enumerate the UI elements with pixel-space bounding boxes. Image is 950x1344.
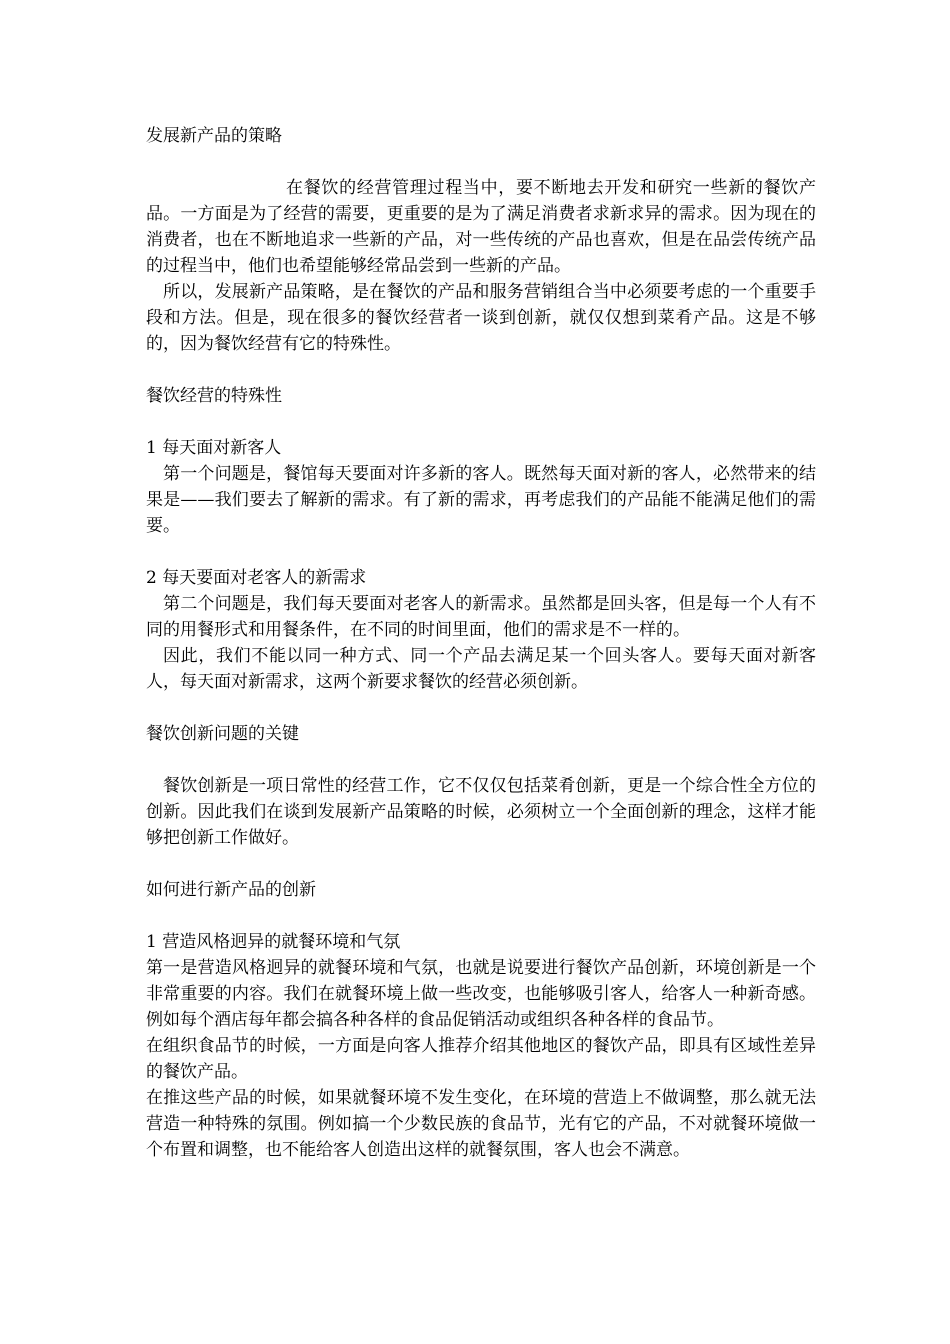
- spacer: [146, 409, 816, 435]
- section-title: 餐饮创新问题的关键: [146, 724, 299, 744]
- spacer: [146, 149, 816, 175]
- paragraph: 在推这些产品的时候，如果就餐环境不发生变化，在环境的营造上不做调整，那么就无法营造一种特殊的氛围。例如搞一个少数民族的食品节，光有它的产品，不对就餐环境做一个布置和调整，也不能给客人创造出这样的就餐氛围，客人也会不满意。: [146, 1088, 816, 1160]
- paragraph: 第一是营造风格迥异的就餐环境和气氛，也就是说要进行餐饮产品创新，环境创新是一个非常重要的内容。我们在就餐环境上做一些改变，也能够吸引客人，给客人一种新奇感。例如每个酒店每年都会搞各种各样的食品促销活动或组织各种各样的食品节。: [146, 958, 816, 1030]
- spacer: [146, 851, 816, 877]
- section-title: 如何进行新产品的创新: [146, 880, 316, 900]
- section-title: 发展新产品的策略: [146, 126, 282, 146]
- subsection-title: 2 每天要面对老客人的新需求: [146, 568, 367, 588]
- paragraph: 餐饮创新是一项日常性的经营工作，它不仅仅包括菜肴创新，更是一个综合性全方位的创新。因此我们在谈到发展新产品策略的时候，必须树立一个全面创新的理念，这样才能够把创新工作做好。: [146, 776, 816, 848]
- subsection-title: 1 营造风格迥异的就餐环境和气氛: [146, 932, 401, 952]
- paragraph: 因此，我们不能以同一种方式、同一个产品去满足某一个回头客人。要每天面对新客人，每天面对新需求，这两个新要求餐饮的经营必须创新。: [146, 646, 816, 692]
- subsection-title: 1 每天面对新客人: [146, 438, 282, 458]
- paragraph: 在组织食品节的时候，一方面是向客人推荐介绍其他地区的餐饮产品，即具有区域性差异的餐饮产品。: [146, 1036, 816, 1082]
- spacer: [146, 357, 816, 383]
- paragraph: 所以，发展新产品策略，是在餐饮的产品和服务营销组合当中必须要考虑的一个重要手段和方法。但是，现在很多的餐饮经营者一谈到创新，就仅仅想到菜肴产品。这是不够的，因为餐饮经营有它的特殊性。: [146, 282, 816, 354]
- spacer: [146, 539, 816, 565]
- paragraph: 第二个问题是，我们每天要面对老客人的新需求。虽然都是回头客，但是每一个人有不同的用餐形式和用餐条件，在不同的时间里面，他们的需求是不一样的。: [146, 594, 816, 640]
- section-title: 餐饮经营的特殊性: [146, 386, 282, 406]
- paragraph: 在餐饮的经营管理过程当中，要不断地去开发和研究一些新的餐饮产品。一方面是为了经营的需要，更重要的是为了满足消费者求新求异的需求。因为现在的消费者，也在不断地追求一些新的产品，对一些传统的产品也喜欢，但是在品尝传统产品的过程当中，他们也希望能够经常品尝到一些新的产品。: [146, 178, 816, 276]
- document-body: [146, 123, 816, 1163]
- spacer: [146, 747, 816, 773]
- paragraph: 第一个问题是，餐馆每天要面对许多新的客人。既然每天面对新的客人，必然带来的结果是——我们要去了解新的需求。有了新的需求，再考虑我们的产品能不能满足他们的需要。: [146, 464, 816, 536]
- spacer: [146, 903, 816, 929]
- spacer: [146, 695, 816, 721]
